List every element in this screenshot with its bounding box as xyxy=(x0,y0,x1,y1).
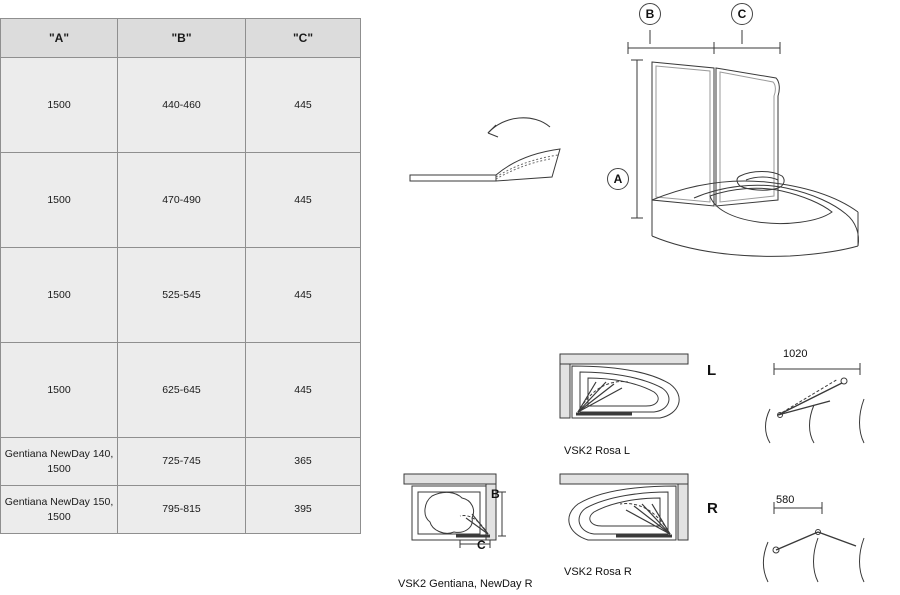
cell-a: Gentiana NewDay 150, 1500 xyxy=(1,486,118,534)
cell-a: Gentiana NewDay 140, 1500 xyxy=(1,438,118,486)
cell-a: 1500 xyxy=(1,343,118,438)
column-header-c: "C" xyxy=(246,19,361,58)
cell-c: 365 xyxy=(246,438,361,486)
table-header-row xyxy=(1,19,361,58)
cell-b: 525-545 xyxy=(118,248,246,343)
cell-c: 445 xyxy=(246,153,361,248)
swing-clearance-top-diagram xyxy=(760,345,890,450)
callout-a-circle: A xyxy=(607,168,629,190)
cell-b: 725-745 xyxy=(118,438,246,486)
table-row xyxy=(1,248,361,343)
cell-c: 445 xyxy=(246,248,361,343)
column-header-a: "A" xyxy=(1,19,118,58)
table-row xyxy=(1,343,361,438)
swing-top-dimension: 1020 xyxy=(783,348,808,360)
cell-a: 1500 xyxy=(1,58,118,153)
table-row xyxy=(1,153,361,248)
cell-b: 440-460 xyxy=(118,58,246,153)
table-row xyxy=(1,58,361,153)
rosa-r-plan-diagram xyxy=(548,470,724,560)
callout-c-circle: C xyxy=(731,3,753,25)
rosa-l-side-letter: L xyxy=(707,362,717,379)
specification-table xyxy=(0,18,361,534)
gentiana-newday-r-caption: VSK2 Gentiana, NewDay R xyxy=(398,578,533,590)
column-header-b: "B" xyxy=(118,19,246,58)
rosa-r-caption: VSK2 Rosa R xyxy=(564,566,632,578)
table-row xyxy=(1,438,361,486)
rosa-l-caption: VSK2 Rosa L xyxy=(564,445,631,457)
cell-b: 470-490 xyxy=(118,153,246,248)
cell-a: 1500 xyxy=(1,248,118,343)
cell-a: 1500 xyxy=(1,153,118,248)
cell-c: 445 xyxy=(246,58,361,153)
panel-fold-diagram xyxy=(400,105,580,215)
cell-b: 795-815 xyxy=(118,486,246,534)
cell-c: 445 xyxy=(246,343,361,438)
rosa-l-plan-diagram xyxy=(548,350,724,430)
table-row xyxy=(1,486,361,534)
rosa-r-side-letter: R xyxy=(707,500,718,517)
cell-c: 395 xyxy=(246,486,361,534)
gentiana-label-b: B xyxy=(491,487,500,501)
cell-b: 625-645 xyxy=(118,343,246,438)
swing-bottom-dimension: 580 xyxy=(776,494,795,506)
callout-b-circle: B xyxy=(639,3,661,25)
gentiana-newday-r-plan-diagram xyxy=(398,470,538,560)
gentiana-label-c: C xyxy=(477,538,486,552)
main-assembly-diagram xyxy=(590,0,900,300)
